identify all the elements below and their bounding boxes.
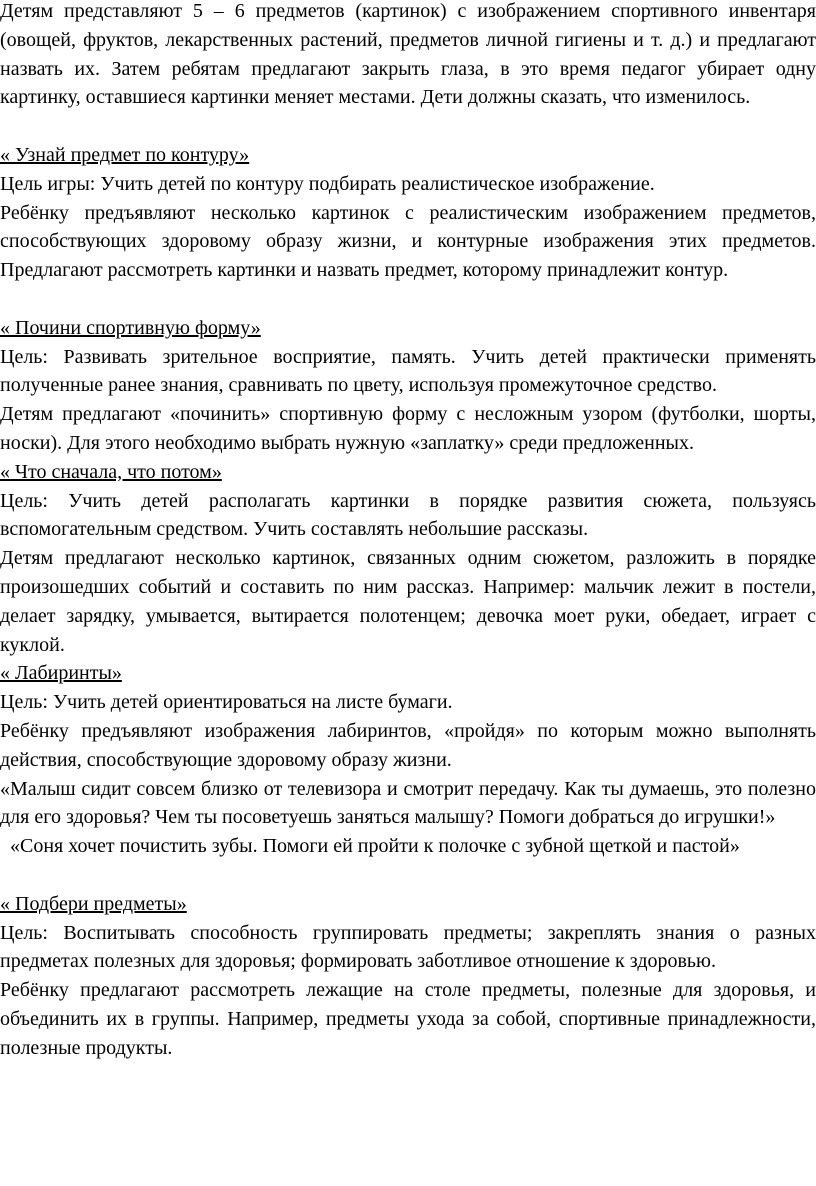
game-title-sequence: « Что сначала, что потом» <box>0 460 222 483</box>
game-goal-contour: Цель игры: Учить детей по контуру подбирать реалистическое изображение. <box>0 172 655 195</box>
blank-line <box>0 861 816 890</box>
game-title-uniform: « Почини спортивную форму» <box>0 316 261 339</box>
game-description-labyrinths: Ребёнку предъявляют изображения лабиринтов, «пройдя» по которым можно выполнять действия, способствующие здоровому образу жизни. <box>0 719 816 771</box>
game-description-pick-items: Ребёнку предлагают рассмотреть лежащие на столе предметы, полезные для здоровья, и объединить их в группы. Например, предметы ухода за собой, спортивные принадлежности, полезные продукты. <box>0 979 816 1059</box>
intro-paragraph: Детям представляют 5 – 6 предметов (картинок) с изображением спортивного инвентаря (овощей, фруктов, лекарственных растений, предметов личной гигиены и т. д.) и предлагают назвать их. Затем ребятам предлагают закрыть глаза, в это время педагог убирает одну картинку, оставшиеся картинки меняет местами. Дети должны сказать, что изменилось. <box>0 0 816 109</box>
game-quote-labyrinths-1: «Малыш сидит совсем близко от телевизора и смотрит передачу. Как ты думаешь, это полезно для его здоровья? Чем ты посоветуешь заняться малышу? Помоги добраться до игрушки!» <box>0 777 816 829</box>
game-quote-labyrinths-2: «Соня хочет почистить зубы. Помоги ей пройти к полочке с зубной щеткой и пастой» <box>10 835 740 858</box>
game-description-sequence: Детям предлагают несколько картинок, связанных одним сюжетом, разложить в порядке произошедших событий и составить по ним рассказ. Например: мальчик лежит в постели, делает зарядку, умывается, вытирается полотенцем; девочка моет руки, обедает, играет с куклой. <box>0 547 816 656</box>
game-title-contour: « Узнай предмет по контуру» <box>0 143 250 166</box>
game-goal-uniform: Цель: Развивать зрительное восприятие, память. Учить детей практически применять полученные ранее знания, сравнивать по цвету, используя промежуточное средство. <box>0 345 816 397</box>
blank-line <box>0 112 816 141</box>
game-title-pick-items: « Подбери предметы» <box>0 892 187 915</box>
game-description-uniform: Детям предлагают «починить» спортивную форму с несложным узором (футболки, шорты, носки). Для этого необходимо выбрать нужную «заплатку» среди предложенных. <box>0 403 816 454</box>
blank-line <box>0 285 816 314</box>
game-title-labyrinths: « Лабиринты» <box>0 662 122 685</box>
game-description-contour: Ребёнку предъявляют несколько картинок с реалистическим изображением предметов, способствующих здоровому образу жизни, и контурные изображения этих предметов. Предлагают рассмотреть картинки и назвать предмет, которому принадлежит контур. <box>0 201 816 282</box>
game-goal-labyrinths: Цель: Учить детей ориентироваться на листе бумаги. <box>0 691 453 714</box>
game-goal-pick-items: Цель: Воспитывать способность группировать предметы; закреплять знания о разных предметах полезных для здоровья; формировать заботливое отношение к здоровью. <box>0 921 816 973</box>
game-goal-sequence: Цель: Учить детей располагать картинки в порядке развития сюжета, пользуясь вспомогательным средством. Учить составлять небольшие рассказы. <box>0 489 816 541</box>
